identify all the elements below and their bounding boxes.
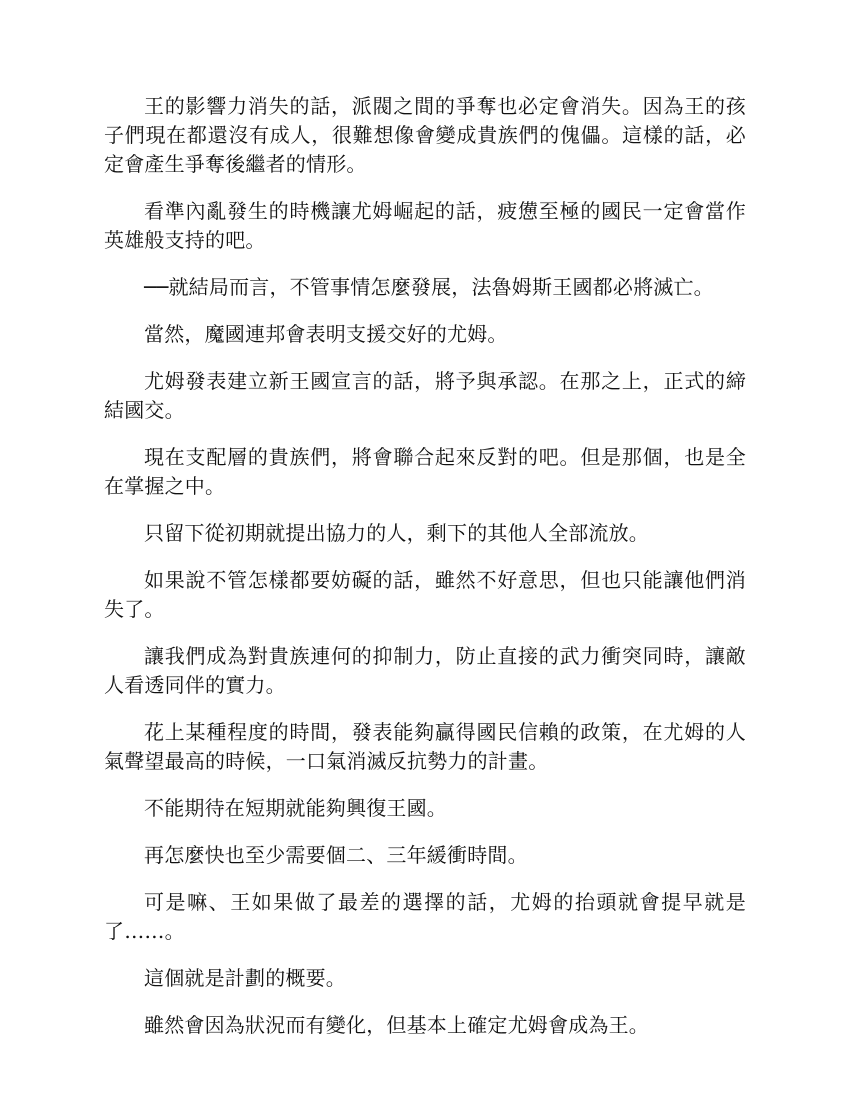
paragraph: 王的影響力消失的話，派閥之間的爭奪也必定會消失。因為王的孩子們現在都還沒有成人，很難想像會變成貴族們的傀儡。這樣的話，必定會產生爭奪後繼者的情形。	[104, 94, 746, 176]
paragraph: 尤姆發表建立新王國宣言的話，將予與承認。在那之上，正式的締結國交。	[104, 369, 746, 422]
paragraph: 現在支配層的貴族們，將會聯合起來反對的吧。但是那個，也是全在掌握之中。	[104, 445, 746, 498]
paragraph: 再怎麼快也至少需要個二、三年緩衝時間。	[144, 843, 528, 867]
paragraph: 只留下從初期就提出協力的人，剩下的其他人全部流放。	[144, 521, 649, 545]
paragraph: 當然，魔國連邦會表明支援交好的尤姆。	[144, 322, 508, 346]
paragraph: 這個就是計劃的概要。	[144, 966, 346, 990]
document-page	[104, 92, 746, 1058]
paragraph: 如果說不管怎樣都要妨礙的話，雖然不好意思，但也只能讓他們消失了。	[104, 568, 746, 621]
paragraph: 花上某種程度的時間，發表能夠贏得國民信賴的政策，在尤姆的人氣聲望最高的時候，一口氣消滅反抗勢力的計畫。	[104, 720, 746, 773]
paragraph: 雖然會因為狀況而有變化，但基本上確定尤姆會成為王。	[144, 1013, 649, 1037]
paragraph: ──就結局而言，不管事情怎麼發展，法魯姆斯王國都必將滅亡。	[144, 275, 714, 299]
paragraph: 不能期待在短期就能夠興復王國。	[144, 796, 447, 820]
paragraph: 可是嘛、王如果做了最差的選擇的話，尤姆的抬頭就會提早就是了……。	[104, 890, 746, 943]
paragraph: 看準內亂發生的時機讓尤姆崛起的話，疲憊至極的國民一定會當作英雄般支持的吧。	[104, 199, 746, 252]
paragraph: 讓我們成為對貴族連何的抑制力，防止直接的武力衝突同時，讓敵人看透同伴的實力。	[104, 644, 746, 697]
